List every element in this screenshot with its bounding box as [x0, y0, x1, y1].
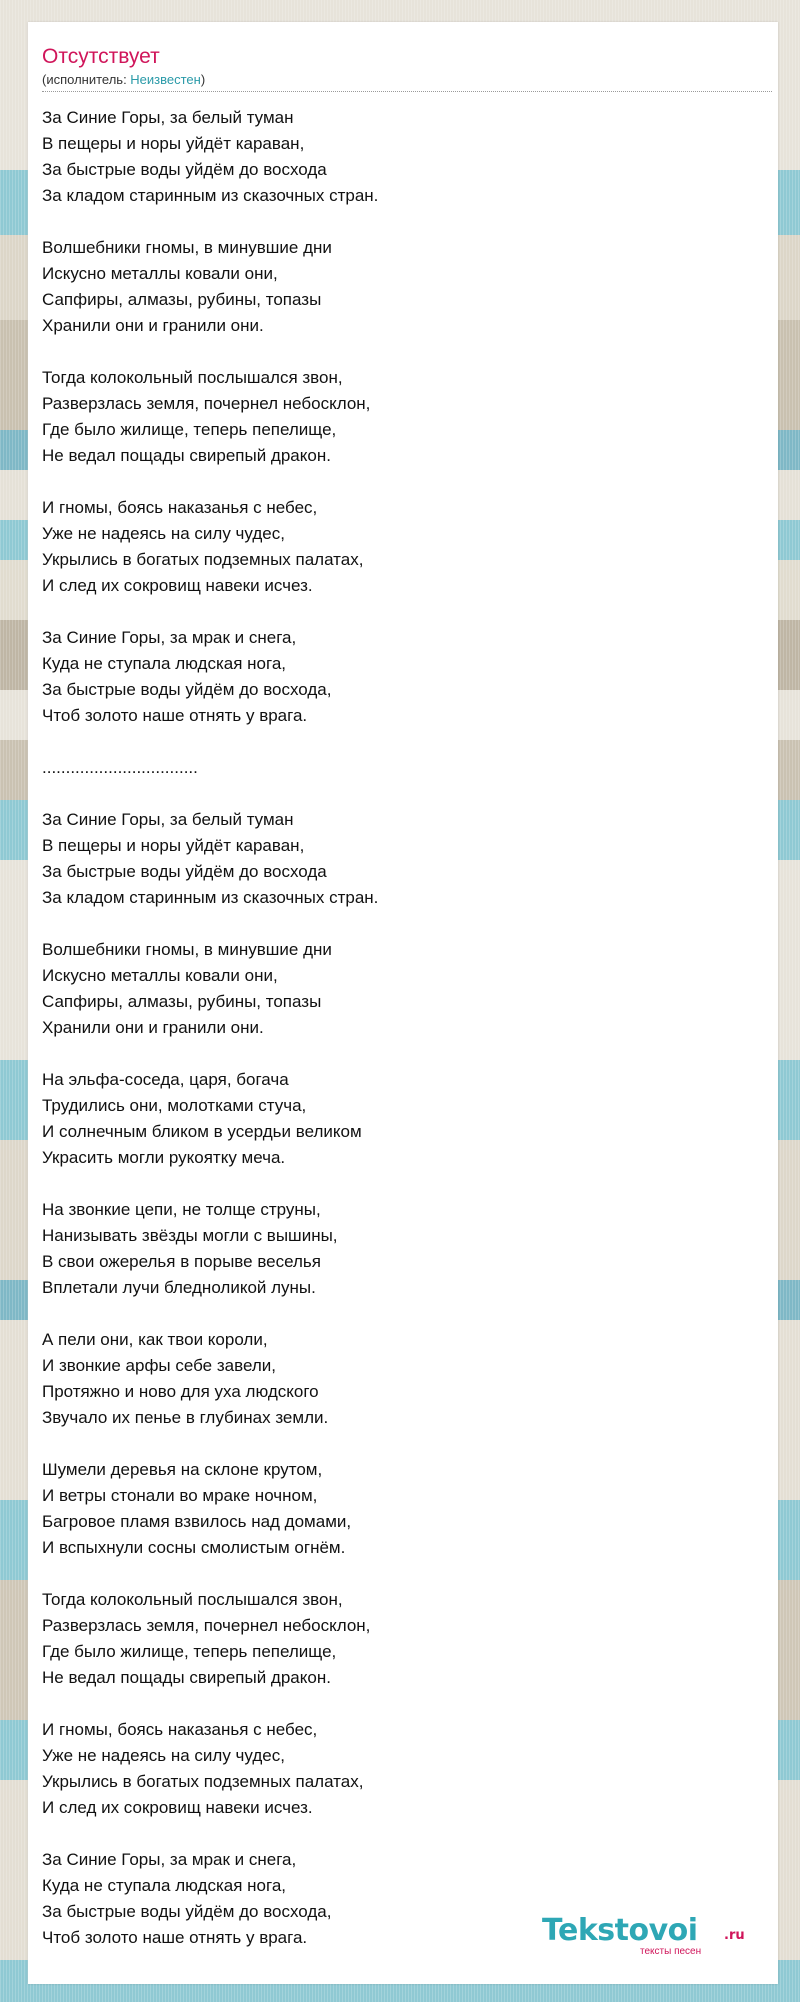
lyrics-stanza [42, 1327, 762, 1431]
lyrics-line: Украсить могли рукоятку меча. [42, 1148, 286, 1167]
lyrics-line: И гномы, боясь наказанья с небес, [42, 1720, 318, 1739]
lyrics-line: На звонкие цепи, не толще струны, [42, 1200, 321, 1219]
lyrics-line: Не ведал пощады свирепый дракон. [42, 1668, 331, 1687]
lyrics-stanza [42, 1197, 762, 1301]
lyrics-line: Чтоб золото наше отнять у врага. [42, 1928, 308, 1947]
lyrics-line: Куда не ступала людская нога, [42, 1876, 286, 1895]
artist-prefix: (исполнитель: [42, 72, 131, 87]
logo-domain-suffix: .ru [724, 1928, 745, 1943]
lyrics-line: Тогда колокольный послышался звон, [42, 368, 343, 387]
lyrics-line: За быстрые воды уйдём до восхода, [42, 680, 332, 699]
lyrics-line: Куда не ступала людская нога, [42, 654, 286, 673]
lyrics-line: А пели они, как твои короли, [42, 1330, 268, 1349]
song-title: Отсутствует [42, 45, 160, 68]
lyrics-line: За Синие Горы, за мрак и снега, [42, 1850, 297, 1869]
lyrics-stanza [42, 235, 762, 339]
lyrics-line: Вплетали лучи бледноликой луны. [42, 1278, 316, 1297]
lyrics-line: Нанизывать звёзды могли с вышины, [42, 1226, 338, 1245]
lyrics-stanza [42, 365, 762, 469]
lyrics-line: Укрылись в богатых подземных палатах, [42, 1772, 364, 1791]
lyrics-line: Волшебники гномы, в минувшие дни [42, 238, 332, 257]
lyrics-line: И ветры стонали во мраке ночном, [42, 1486, 318, 1505]
lyrics-line: И гномы, боясь наказанья с небес, [42, 498, 318, 517]
lyrics-line: За Синие Горы, за белый туман [42, 810, 294, 829]
lyrics-stanza [42, 807, 762, 911]
lyrics-stanza [42, 1457, 762, 1561]
artist-suffix: ) [200, 72, 206, 87]
artist-line [42, 72, 205, 88]
lyrics-line: Хранили они и гранили они. [42, 316, 264, 335]
lyrics-line: Не ведал пощады свирепый дракон. [42, 446, 331, 465]
lyrics-line: Укрылись в богатых подземных палатах, [42, 550, 364, 569]
lyrics-line: И звонкие арфы себе завели, [42, 1356, 276, 1375]
lyrics-line: Уже не надеясь на силу чудес, [42, 1746, 285, 1765]
lyrics-line: Багровое пламя взвилось над домами, [42, 1512, 352, 1531]
lyrics-line: Хранили они и гранили они. [42, 1018, 264, 1037]
lyrics-line: Разверзлась земля, почернел небосклон, [42, 394, 371, 413]
lyrics-line: За кладом старинным из сказочных стран. [42, 186, 379, 205]
lyrics-stanza [42, 495, 762, 599]
lyrics-stanza [42, 755, 762, 781]
artist-link[interactable]: Неизвестен [130, 72, 201, 87]
lyrics-line: Шумели деревья на склоне крутом, [42, 1460, 323, 1479]
lyrics-line: И след их сокровищ навеки исчез. [42, 576, 313, 595]
lyrics-stanza [42, 1067, 762, 1171]
lyrics-line: Сапфиры, алмазы, рубины, топазы [42, 290, 322, 309]
lyrics-line: Искусно металлы ковали они, [42, 264, 278, 283]
lyrics-line: Уже не надеясь на силу чудес, [42, 524, 285, 543]
lyrics-stanza [42, 105, 762, 209]
lyrics-line: За Синие Горы, за мрак и снега, [42, 628, 297, 647]
lyrics-line: В свои ожерелья в порыве веселья [42, 1252, 321, 1271]
lyrics-stanza [42, 1717, 762, 1821]
lyrics-stanza [42, 1587, 762, 1691]
lyrics-stanza [42, 937, 762, 1041]
lyrics-line: Звучало их пенье в глубинах земли. [42, 1408, 329, 1427]
lyrics-card [28, 22, 778, 1984]
lyrics-line: Волшебники гномы, в минувшие дни [42, 940, 332, 959]
lyrics-line: В пещеры и норы уйдёт караван, [42, 836, 305, 855]
lyrics-line: Чтоб золото наше отнять у врага. [42, 706, 308, 725]
lyrics-line: За быстрые воды уйдём до восхода, [42, 1902, 332, 1921]
lyrics-line: За кладом старинным из сказочных стран. [42, 888, 379, 907]
lyrics-line: За быстрые воды уйдём до восхода [42, 862, 327, 881]
lyrics-stanza [42, 625, 762, 729]
lyrics-line: За Синие Горы, за белый туман [42, 108, 294, 127]
lyrics-text [42, 105, 762, 1977]
lyrics-line: ................................. [42, 758, 198, 777]
lyrics-line: И след их сокровищ навеки исчез. [42, 1798, 313, 1817]
lyrics-line: Разверзлась земля, почернел небосклон, [42, 1616, 371, 1635]
dotted-divider [42, 91, 772, 92]
lyrics-line: И вспыхнули сосны смолистым огнём. [42, 1538, 346, 1557]
lyrics-line: За быстрые воды уйдём до восхода [42, 160, 327, 179]
lyrics-line: Трудились они, молотками стуча, [42, 1096, 307, 1115]
lyrics-line: Где было жилище, теперь пепелище, [42, 1642, 337, 1661]
lyrics-line: И солнечным бликом в усердьи великом [42, 1122, 362, 1141]
lyrics-line: Искусно металлы ковали они, [42, 966, 278, 985]
logo-tagline: тексты песен [640, 1946, 702, 1957]
lyrics-line: Где было жилище, теперь пепелище, [42, 420, 337, 439]
lyrics-line: В пещеры и норы уйдёт караван, [42, 134, 305, 153]
lyrics-line: На эльфа-соседа, царя, богача [42, 1070, 289, 1089]
site-logo[interactable] [542, 1913, 745, 1958]
logo-main-text: Tekstovoi [542, 1913, 698, 1948]
lyrics-line: Протяжно и ново для уха людского [42, 1382, 319, 1401]
lyrics-line: Тогда колокольный послышался звон, [42, 1590, 343, 1609]
lyrics-line: Сапфиры, алмазы, рубины, топазы [42, 992, 322, 1011]
